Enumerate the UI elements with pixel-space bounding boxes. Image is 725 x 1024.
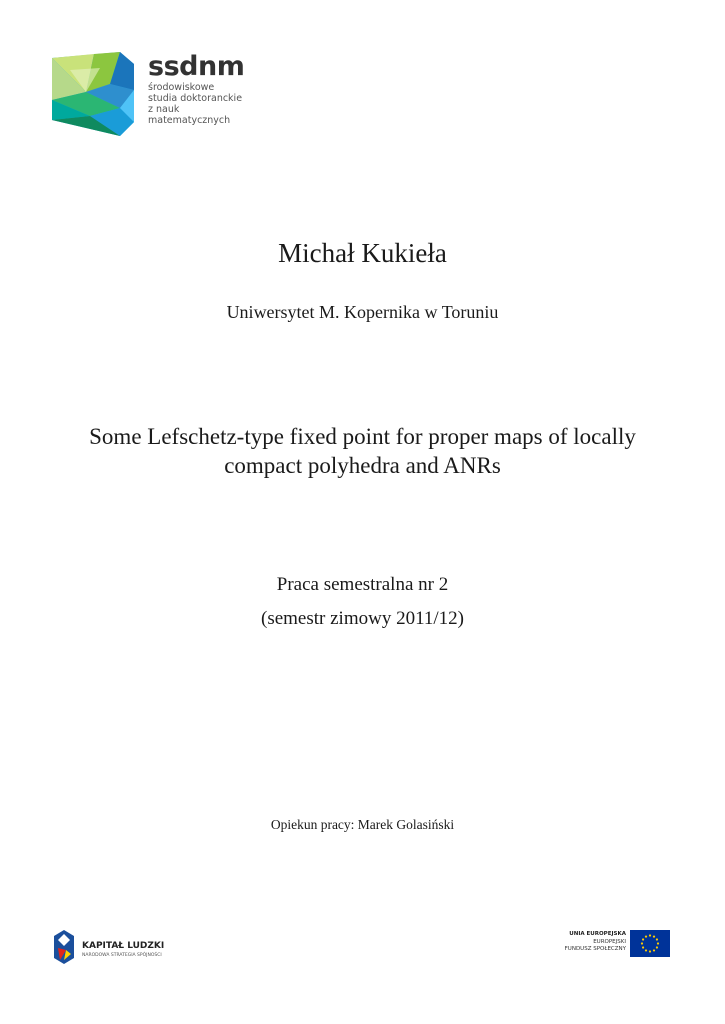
kapital-ludzki-name: KAPITAŁ LUDZKI (82, 941, 165, 951)
paper-title-line-1: Some Lefschetz-type fixed point for proper maps of locally (89, 424, 636, 449)
eu-star (656, 946, 658, 948)
advisor: Opiekun pracy: Marek Golasiński (270, 817, 455, 832)
ssdnm-subtitle-1: środowiskowe (148, 82, 215, 93)
paper-title-line-2: compact polyhedra and ANRs (224, 453, 501, 478)
ssdnm-wordmark (148, 52, 260, 126)
ssdnm-name: ssdnm (148, 51, 245, 82)
eu-star (641, 942, 643, 944)
eu-star (642, 938, 644, 940)
semester: (semestr zimowy 2011/12) (261, 608, 464, 629)
eu-star (645, 935, 647, 937)
eu-star (657, 942, 659, 944)
eu-star (645, 949, 647, 951)
eu-line-1: UNIA EUROPEJSKA (569, 931, 626, 937)
eu-star (649, 934, 651, 936)
ssdnm-subtitle-2: studia doktoranckie (148, 93, 243, 104)
eu-star (642, 946, 644, 948)
eu-line-3: FUNDUSZ SPOŁECZNY (564, 946, 626, 952)
eu-star (656, 938, 658, 940)
ssdnm-logo (50, 50, 260, 140)
eu-flag-icon (630, 930, 670, 957)
eu-text (565, 931, 626, 954)
eu-line-2: EUROPEJSKI (593, 938, 626, 945)
kapital-ludzki-subtitle: NARODOWA STRATEGIA SPÓJNOŚCI (82, 953, 162, 958)
eu-star (653, 949, 655, 951)
eu-star (653, 935, 655, 937)
paper-type: Praca semestralna nr 2 (276, 574, 449, 595)
kapital-ludzki-logo (54, 930, 194, 966)
eu-logo (560, 928, 672, 960)
affiliation: Uniwersytet M. Kopernika w Toruniu (226, 302, 499, 322)
kapital-ludzki-icon (54, 930, 74, 964)
author-name: Michał Kukieła (278, 238, 447, 268)
eu-star (649, 950, 651, 952)
ssdnm-subtitle-3: z nauk matematycznych (148, 104, 231, 126)
ssdnm-cube-icon (50, 50, 136, 138)
paper-title (0, 422, 725, 480)
